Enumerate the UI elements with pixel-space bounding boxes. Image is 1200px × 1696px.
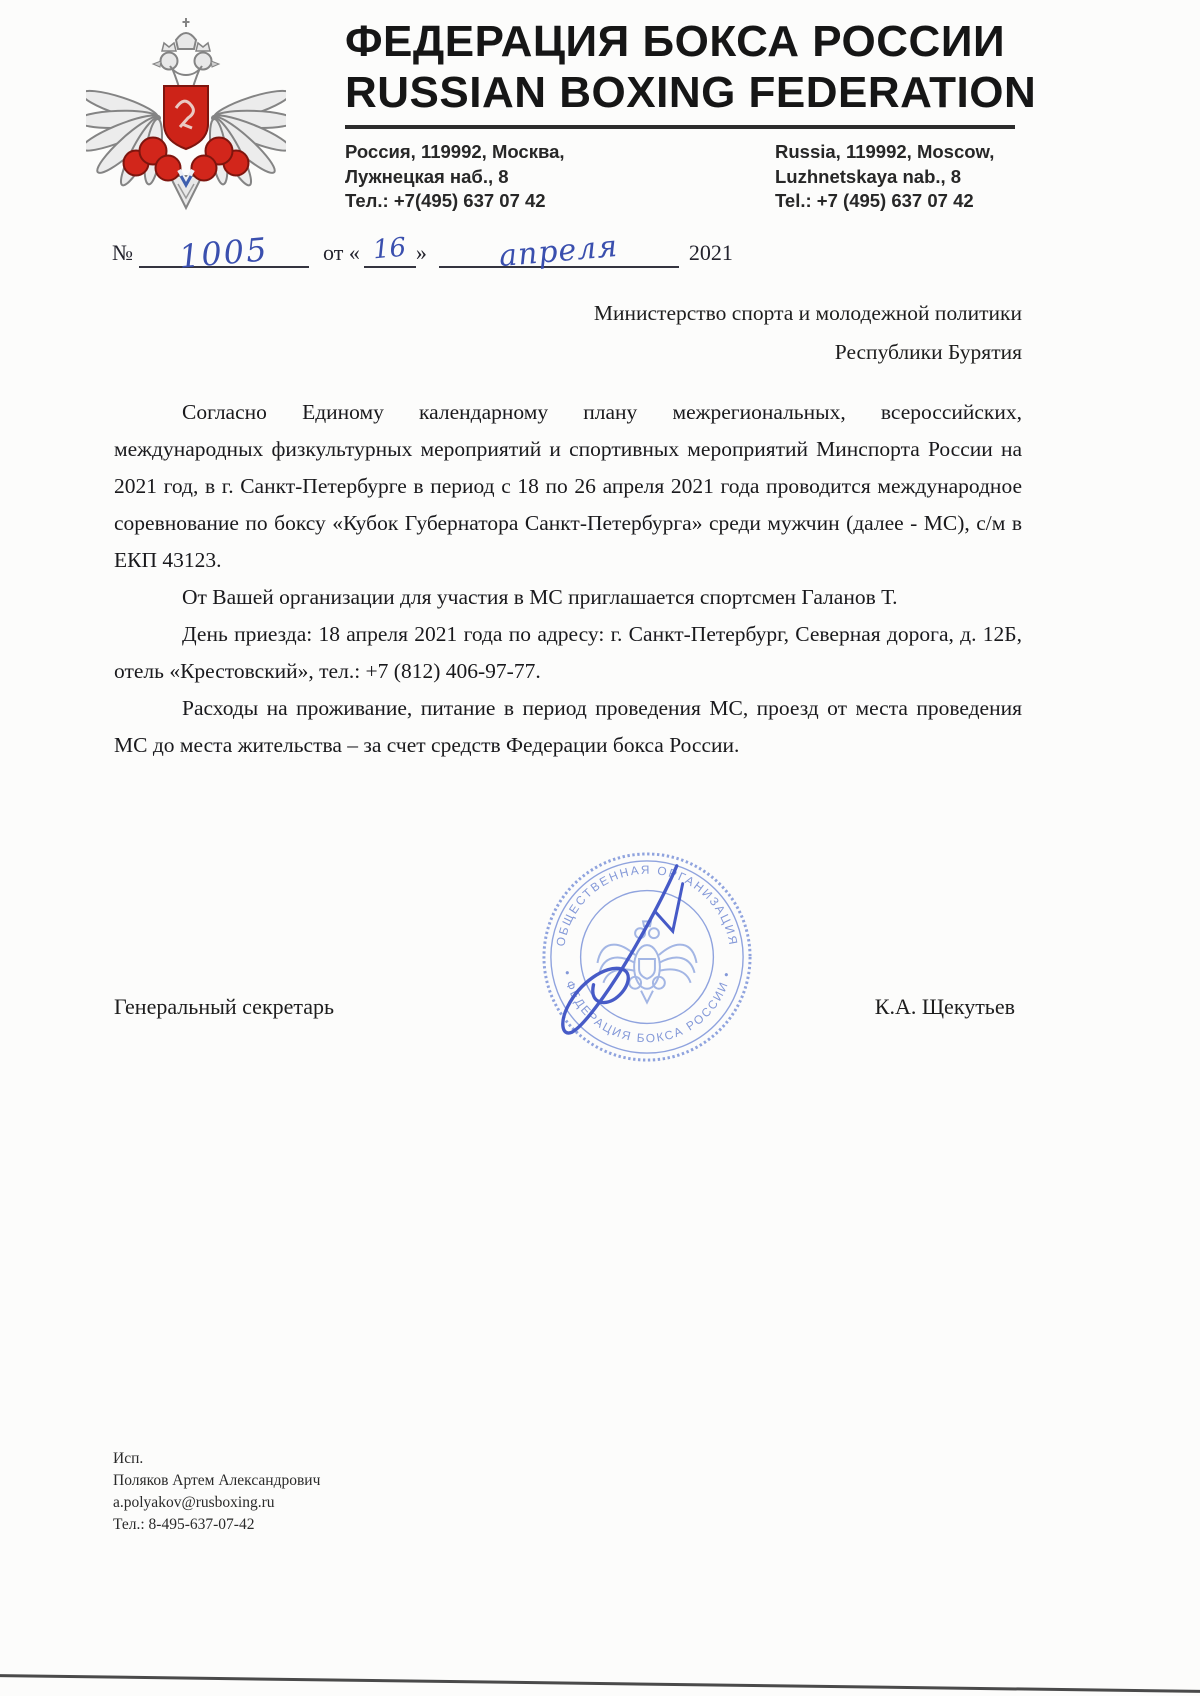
org-title-english: RUSSIAN BOXING FEDERATION xyxy=(345,68,1037,117)
letter-body xyxy=(114,394,1022,764)
svg-text:ОБЩЕСТВЕННАЯ ОРГАНИЗАЦИЯ xyxy=(553,863,740,948)
paragraph-expenses: Расходы на проживание, питание в период проведения МС, проезд от места проведения МС до места жительства – за счет средств Федерации бокса России. xyxy=(114,696,1022,757)
handwritten-day: 16 xyxy=(372,232,408,266)
executor-email: a.polyakov@rusboxing.ru xyxy=(113,1494,275,1511)
address-russian xyxy=(345,140,775,214)
signer-position: Генеральный секретарь xyxy=(114,994,335,1019)
executor-block xyxy=(113,1448,320,1536)
recipient-line1: Министерство спорта и молодежной политики xyxy=(593,301,1022,325)
executor-phone: Тел.: 8-495-637-07-42 xyxy=(113,1516,255,1533)
document-number-blank xyxy=(139,230,309,276)
address-ru-line: Россия, 119992, Москва, xyxy=(345,141,565,162)
date-from-label: от « xyxy=(323,240,360,265)
stamp-eagle-icon xyxy=(597,921,696,1002)
recipient-line2: Республики Бурятия xyxy=(834,340,1022,364)
address-en-line: Tel.: +7 (495) 637 07 42 xyxy=(775,190,974,211)
handwritten-month: апреля xyxy=(497,228,620,275)
russian-boxing-federation-emblem-icon xyxy=(86,6,286,216)
paragraph-invited-athlete: От Вашей организации для участия в МС приглашается спортсмен Галанов Т. xyxy=(182,585,898,609)
address-english xyxy=(775,140,994,214)
document-number-row xyxy=(112,228,733,276)
stamp-ring-text-top: ОБЩЕСТВЕННАЯ ОРГАНИЗАЦИЯ xyxy=(553,862,741,948)
org-addresses xyxy=(345,140,1015,214)
address-ru-line: Тел.: +7(495) 637 07 42 xyxy=(345,190,546,211)
address-ru-line: Лужнецкая наб., 8 xyxy=(345,165,509,187)
signer-name: К.А. Щекутьев xyxy=(874,994,1015,1019)
day-blank xyxy=(364,232,416,268)
org-title-russian: ФЕДЕРАЦИЯ БОКСА РОССИИ xyxy=(345,17,1006,66)
masthead-rule xyxy=(345,125,1015,129)
scan-edge-line xyxy=(0,1674,1200,1693)
year-label: 2021 xyxy=(688,240,733,265)
number-sign-label: № xyxy=(112,240,133,265)
official-round-stamp xyxy=(538,848,756,1066)
executor-label: Исп. xyxy=(113,1450,144,1467)
address-en-line: Luzhnetskaya nab., 8 xyxy=(775,165,962,187)
letterhead xyxy=(345,16,1037,214)
close-quote-label: » xyxy=(415,240,427,265)
address-en-line: Russia, 119992, Moscow, xyxy=(775,141,995,162)
paragraph-arrival-details: День приезда: 18 апреля 2021 года по адресу: г. Санкт-Петербург, Северная дорога, д. 12Б, отель «Крестовский», тел.: +7 (812) 406-97-77. xyxy=(114,622,1022,683)
recipient-block xyxy=(302,294,1022,372)
executor-name: Поляков Артем Александрович xyxy=(113,1472,321,1489)
handwritten-document-number: 1005 xyxy=(177,230,271,276)
paragraph-competition-info: Согласно Единому календарному плану межрегиональных, всероссийских, международных физкультурных мероприятий и спортивных мероприятий Минспорта России на 2021 год, в г. Санкт-Петербурге в период с 18 по 26 апреля 2021 года проводится международное соревнование по боксу «Кубок Губернатора Санкт-Петербурга» среди мужчин (далее - МС), с/м в ЕКП 43123. xyxy=(114,400,1022,572)
month-blank xyxy=(439,228,679,275)
stamp-ring-text-bottom: • ФЕДЕРАЦИЯ БОКСА РОССИИ • xyxy=(560,969,734,1046)
